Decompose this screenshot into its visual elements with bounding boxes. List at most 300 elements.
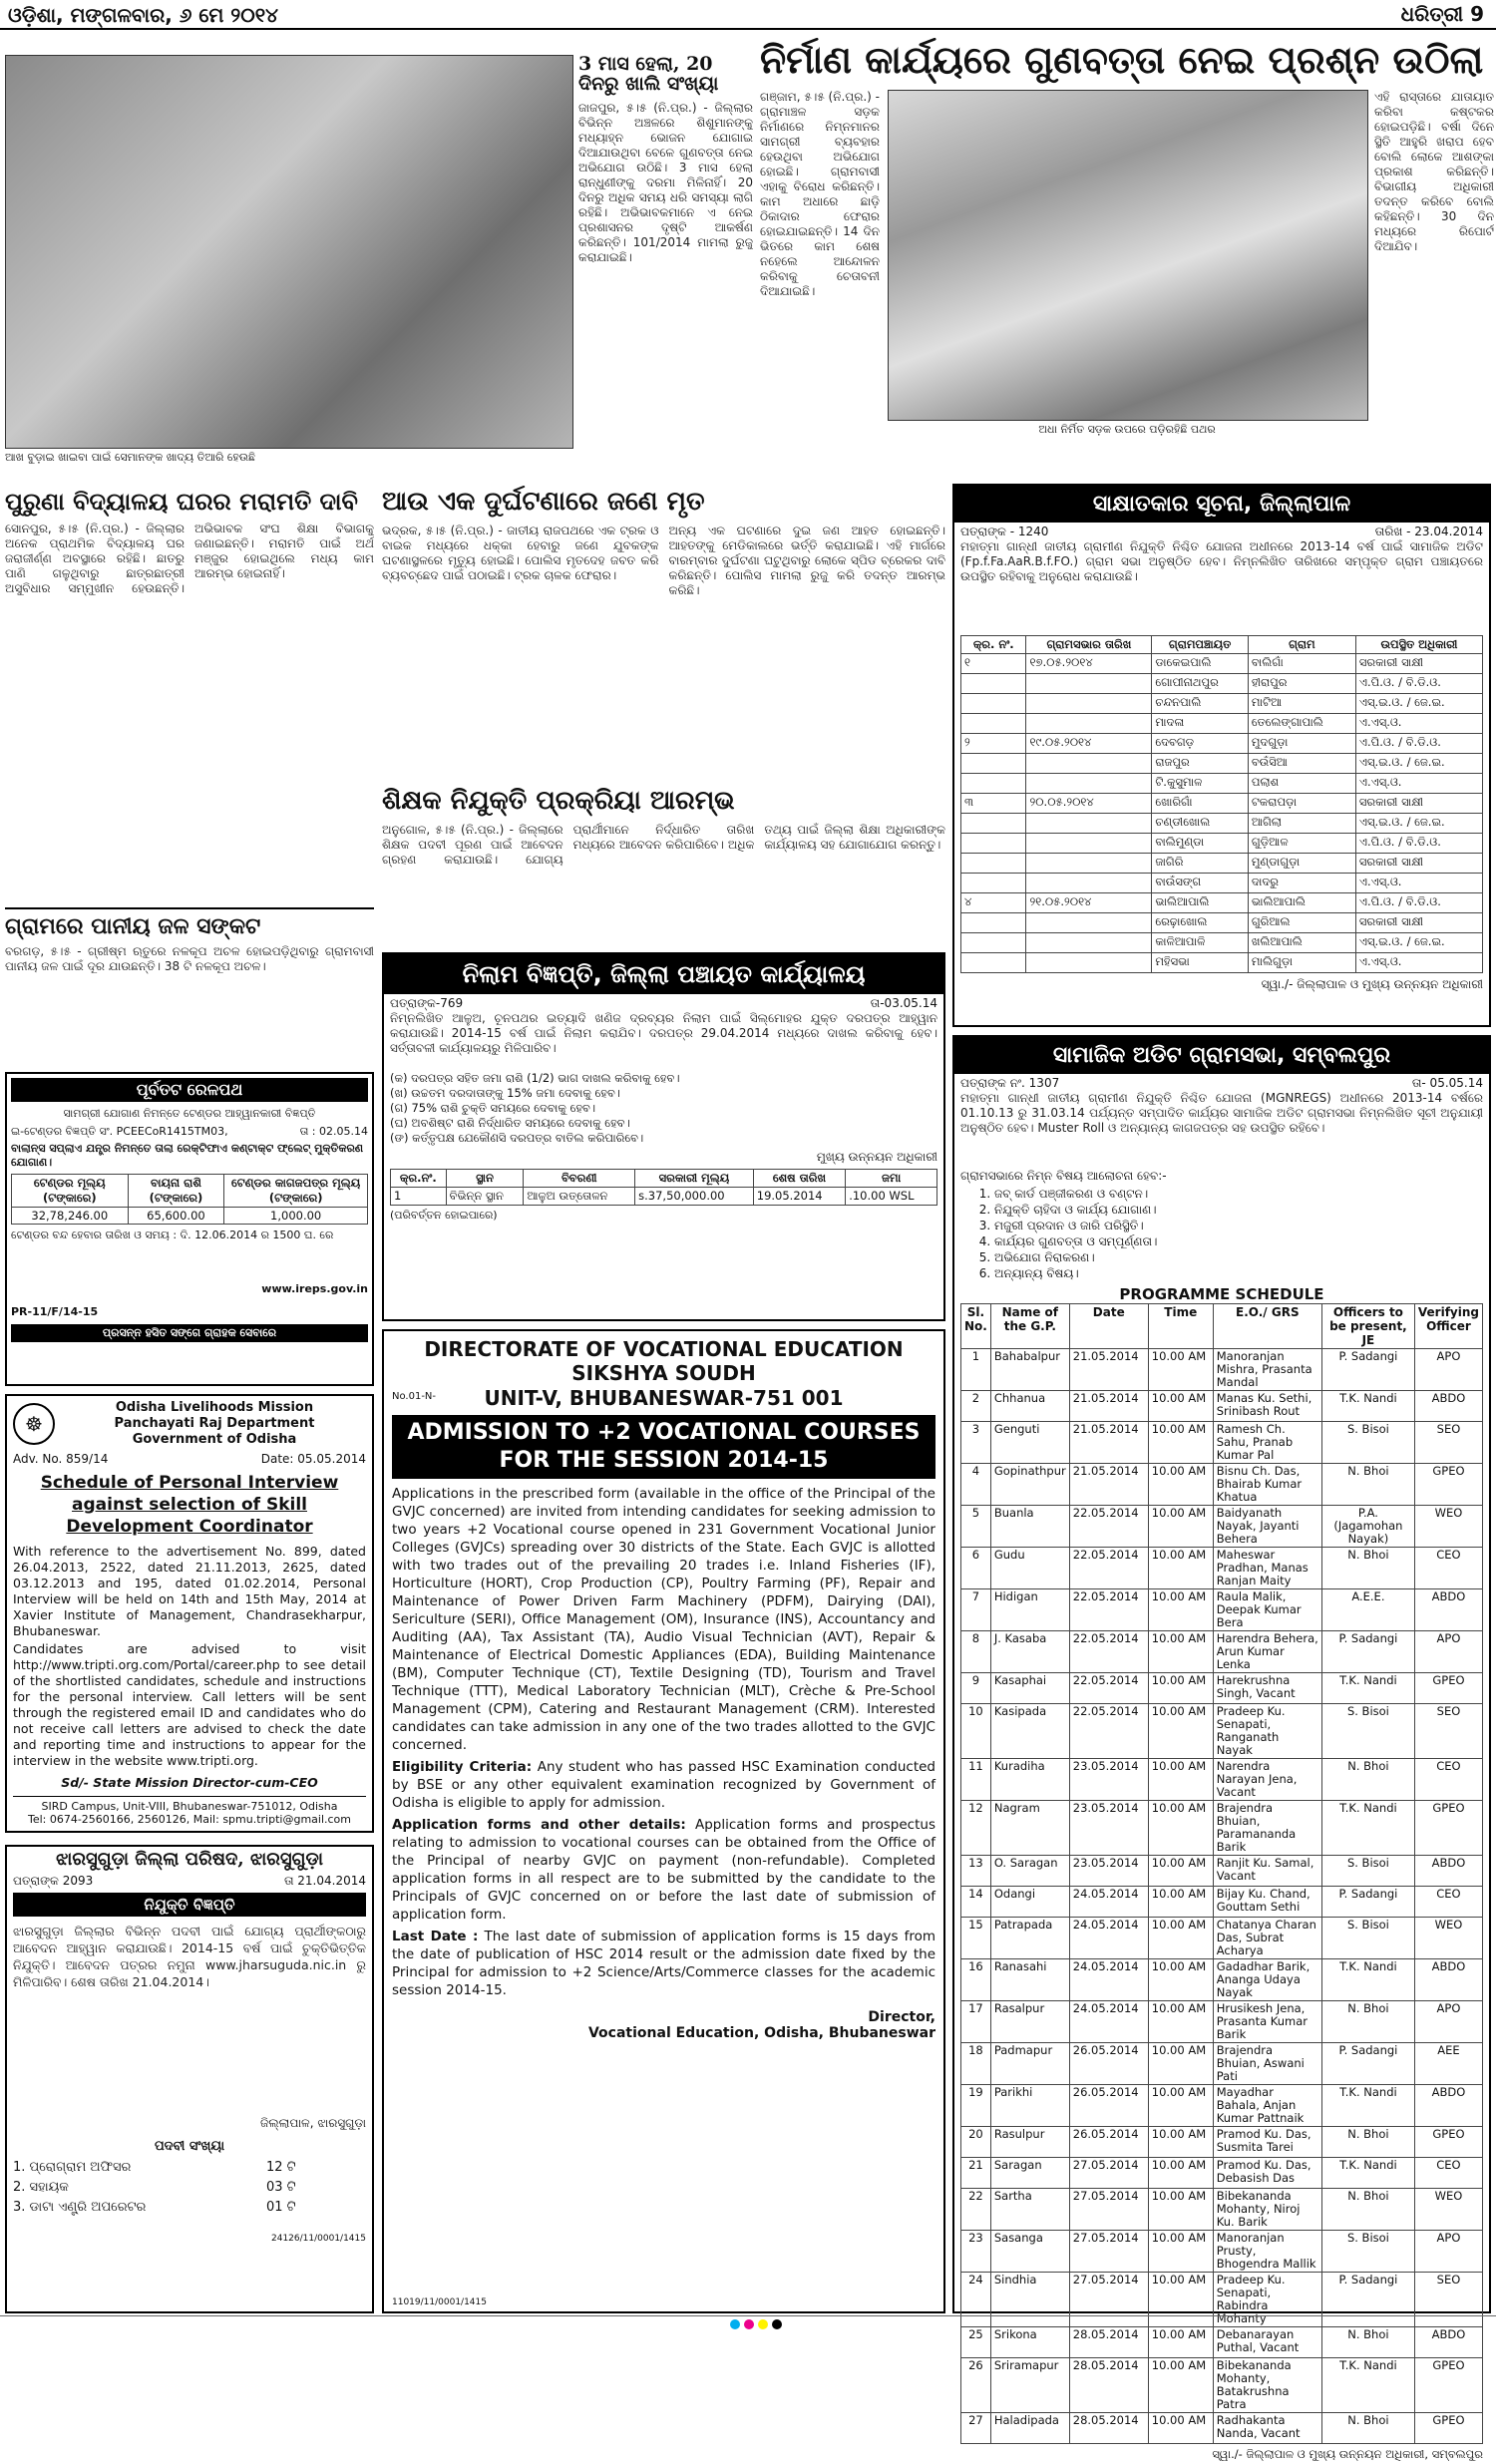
tender-th: ଜମା (846, 1170, 937, 1188)
table-cell: ୩ (961, 794, 1026, 814)
right-bottom-body: ମହାତ୍ମା ଗାନ୍ଧୀ ଜାତୀୟ ଗ୍ରାମୀଣ ନିଯୁକ୍ତି ନିଶ୍ଚିତ ଯୋଜନା (MGNREGS) ଅଧୀନରେ 2013-14 ବର୍ଷରେ 01.10.13 ରୁ 31.03.14 ପର୍ଯ୍ୟନ୍ତ ସମ୍ପାଦିତ କାର୍ଯ୍ୟର ସାମାଜିକ ଅଡିଟ ଗ୍ରାମସଭା ନିମ୍ନଲିଖିତ ସୂଚୀ ଅନୁଯାୟୀ ଅନୁଷ୍ଠିତ ହେବ। Muster Roll ଓ ଅନ୍ୟାନ୍ୟ କାଗଜପତ୍ର ସହ ଉପସ୍ଥିତ ରହିବେ। (960, 1091, 1483, 1135)
railway-website[interactable]: www.ireps.gov.in (261, 1282, 368, 1295)
table-cell: Harendra Behera, Arun Kumar Lenka (1213, 1631, 1321, 1673)
table-row (961, 2043, 1483, 2085)
table-cell: ଦେବଗଡ଼ (1152, 734, 1249, 754)
news-photo-cooking (5, 55, 573, 449)
table-cell: 10.00 AM (1148, 1506, 1213, 1548)
table-cell: Pradeep Ku. Senapati, Ranganath Nayak (1213, 1704, 1321, 1759)
table-row (961, 1673, 1483, 1704)
table-cell: Buanla (990, 1506, 1069, 1548)
story-small-body: ଜାଜପୁର, ୫।୫ (ନି.ପ୍ର.) - ଜିଲ୍ଲାର ବିଭିନ୍ନ ଅଞ୍ଚଳରେ ଶିଶୁମାନଙ୍କୁ ମଧ୍ୟାହ୍ନ ଭୋଜନ ଯୋଗାଇ ଦିଆଯାଉଥିବା ବେଳେ ଗୁଣବତ୍ତା ନେଇ ଅଭିଯୋଗ ଉଠିଛି। 3 ମାସ ହେଲା ରାନ୍ଧୁଣୀଙ୍କୁ ଦରମା ମିଳିନାହିଁ। 20 ଦିନରୁ ଅଧିକ ସମୟ ଧରି ସମସ୍ୟା ଲାଗି ରହିଛି। ଅଭିଭାବକମାନେ ଏ ନେଇ ପ୍ରଶାସନର ଦୃଷ୍ଟି ଆକର୍ଷଣ କରିଛନ୍ତି। 101/2014 ମାମଲା ରୁଜୁ କରାଯାଇଛି। (578, 100, 753, 264)
col2-story-body-left: ଭଦ୍ରକ, ୫।୫ (ନି.ପ୍ର.) - ଜାତୀୟ ରାଜପଥରେ ଏକ ଟ୍ରକ ଓ ବାଇକ ମଧ୍ୟରେ ଧକ୍କା ହେବାରୁ ଜଣେ ଯୁବକଙ୍କ ଘଟଣାସ୍ଥଳରେ ମୃତ୍ୟୁ ହୋଇଛି। ପୋଲିସ ମୃତଦେହ ଜବତ କରି ବ୍ୟବଚ୍ଛେଦ ପାଇଁ ପଠାଇଛି। ଟ୍ରକ ଚାଳକ ଫେରାର। (382, 524, 659, 583)
table-row (961, 1959, 1483, 2001)
table-cell: Bibekananda Mohanty, Niroj Ku. Barik (1213, 2189, 1321, 2231)
table-cell: P.A. (Jagamohan Nayak) (1321, 1506, 1414, 1548)
table-cell: ସରକାରୀ ସାକ୍ଷୀ (1355, 913, 1482, 933)
olm-org2: Panchayati Raj Department (114, 1416, 315, 1431)
table-row (961, 2413, 1483, 2444)
table-cell (1026, 674, 1152, 694)
table-cell: 21.05.2014 (1069, 1464, 1148, 1506)
table-cell: ପଲାଶ (1248, 774, 1355, 794)
table-row (961, 1704, 1483, 1759)
story-small-headline: 3 ମାସ ହେଲା, 20 ଦିନରୁ ଖାଲି ସଂଖ୍ୟା (578, 53, 719, 95)
table-row (961, 1349, 1483, 1391)
table-cell: GPEO (1414, 2413, 1482, 2444)
table-cell: ABDO (1414, 1856, 1482, 1887)
table-cell (1026, 854, 1152, 874)
right-bottom-sign: ସ୍ୱା./- ଜିଲ୍ଲାପାଳ ଓ ମୁଖ୍ୟ ଉନ୍ନୟନ ଅଧିକାରୀ, ସମ୍ବଲପୁର (1212, 2447, 1483, 2461)
table-row (961, 774, 1483, 794)
table-cell: WEO (1414, 1918, 1482, 1959)
table-cell: APO (1414, 1631, 1482, 1673)
table-cell: ABDO (1414, 2085, 1482, 2127)
right-top-body: ମହାତ୍ମା ଗାନ୍ଧୀ ଜାତୀୟ ଗ୍ରାମୀଣ ନିଯୁକ୍ତି ନିଶ୍ଚିତ ଯୋଜନା ଅଧୀନରେ 2013-14 ବର୍ଷ ପାଇଁ ସାମାଜିକ ଅଡିଟ (Fp.f.Fa.AaR.B.f.FO.) ଗ୍ରାମ ସଭା ଅନୁଷ୍ଠିତ ହେବ। ନିମ୍ନଲିଖିତ ତାରିଖରେ ସମ୍ପୃକ୍ତ ଗ୍ରାମ ପଞ୍ଚାୟତରେ ଉପସ୍ଥିତ ରହିବାକୁ ଅନୁରୋଧ କରାଯାଉଛି। (960, 539, 1483, 583)
tender-sign: ମୁଖ୍ୟ ଉନ୍ନୟନ ଅଧିକାରୀ (816, 1150, 937, 1164)
railway-td-1: 65,600.00 (128, 1208, 224, 1225)
table-cell: Ranasahi (990, 1959, 1069, 2001)
table-cell: ୧୭.୦୫.୨୦୧୪ (1026, 654, 1152, 674)
table-cell: ୨୧.୦୫.୨୦୧୪ (1026, 893, 1152, 913)
table-cell: 27 (961, 2413, 991, 2444)
table-cell: ରେଢ଼ାଖୋଲ (1152, 913, 1249, 933)
rt-th: ଗ୍ରାମ (1248, 636, 1355, 654)
table-cell: Brajendra Bhuian, Aswani Pati (1213, 2043, 1321, 2085)
table-cell (1026, 694, 1152, 714)
dve-line2: SIKSHYA SOUDH (571, 1361, 756, 1385)
table-cell: CEO (1414, 2158, 1482, 2189)
right-top-table (960, 635, 1483, 973)
table-cell: T.K. Nandi (1321, 1673, 1414, 1704)
table-cell: ବାଉଁସଙ୍ଗ (1152, 874, 1249, 893)
table-cell: 19 (961, 2085, 991, 2127)
table-cell: 18 (961, 2043, 991, 2085)
table-cell: 10.00 AM (1148, 1918, 1213, 1959)
table-cell: 10.00 AM (1148, 2273, 1213, 2327)
list-item: 3. ଡାଟା ଏଣ୍ଟ୍ରି ଅପରେଟର 01 ଟି (13, 2199, 296, 2215)
table-row (961, 1918, 1483, 1959)
table-cell: 2 (961, 1391, 991, 1422)
table-cell: ଏ.ଏସ୍.ଓ. (1355, 953, 1482, 973)
table-cell: GPEO (1414, 1673, 1482, 1704)
table-cell: 10.00 AM (1148, 1959, 1213, 2001)
table-cell: Bijay Ku. Chand, Gouttam Sethi (1213, 1887, 1321, 1918)
table-cell: ହୀରାପୁର (1248, 674, 1355, 694)
magenta-swatch (744, 2319, 754, 2329)
black-swatch (772, 2319, 782, 2329)
table-cell (961, 814, 1026, 834)
table-cell: 22.05.2014 (1069, 1704, 1148, 1759)
table-cell: ଆଗିଲା (1248, 814, 1355, 834)
table-cell: 3 (961, 1422, 991, 1464)
table-cell: 10.00 AM (1148, 1589, 1213, 1631)
table-cell: N. Bhoi (1321, 2001, 1414, 2043)
schedule-table (960, 1303, 1483, 2444)
table-row (961, 2189, 1483, 2231)
table-cell: 10.00 AM (1148, 1631, 1213, 1673)
table-cell (961, 674, 1026, 694)
tender-condition: (ଗ) 75% ରାଶି ଚୁକ୍ତି ସମୟରେ ଦେବାକୁ ହେବ। (390, 1101, 596, 1115)
table-cell: Sriramapur (990, 2358, 1069, 2413)
table-cell: 23.05.2014 (1069, 1856, 1148, 1887)
tender-condition: (ଖ) ଉଚ୍ଚତମ ଦରଦାତାଙ୍କୁ 15% ଜମା ଦେବାକୁ ହେବ। (390, 1086, 620, 1100)
tender-th: ଶେଷ ତାରିଖ (753, 1170, 845, 1188)
table-cell: Hrusikesh Jena, Prasanta Kumar Barik (1213, 2001, 1321, 2043)
table-cell: APO (1414, 1349, 1482, 1391)
tender-date: ତା-03.05.14 (870, 996, 937, 1010)
table-cell: ଟି.କୁସୁମାଳ (1152, 774, 1249, 794)
table-row (961, 1631, 1483, 1673)
table-cell: 24.05.2014 (1069, 1887, 1148, 1918)
table-cell: 7 (961, 1589, 991, 1631)
table-cell: ଭାଲିଆପାଲି (1152, 893, 1249, 913)
table-cell: T.K. Nandi (1321, 1959, 1414, 2001)
olm-date: Date: 05.05.2014 (260, 1452, 366, 1466)
table-cell: Pramod Ku. Das, Debasish Das (1213, 2158, 1321, 2189)
table-row (961, 874, 1483, 893)
table-cell: 10.00 AM (1148, 1422, 1213, 1464)
table-cell: CEO (1414, 1759, 1482, 1801)
table-cell: 22 (961, 2189, 991, 2231)
table-cell: 10.00 AM (1148, 1887, 1213, 1918)
olm-org3: Government of Odisha (132, 1432, 297, 1447)
table-row (961, 1391, 1483, 1422)
table-cell: T.K. Nandi (1321, 2158, 1414, 2189)
table-cell: 1 (961, 1349, 991, 1391)
railway-ad (5, 1072, 374, 1386)
table-cell (961, 754, 1026, 774)
table-cell: 10.00 AM (1148, 1759, 1213, 1801)
table-cell: ମାଦଳା (1152, 714, 1249, 734)
table-cell: 11 (961, 1759, 991, 1801)
table-cell: 10.00 AM (1148, 2158, 1213, 2189)
table-cell: ଭାଲିଆପାଲି (1248, 893, 1355, 913)
table-row (961, 834, 1483, 854)
table-cell: କାଳିଆପାଳି (1152, 933, 1249, 953)
list-item: 5. ଅଭିଯୋଗ ନିରାକରଣ। (994, 1249, 1483, 1265)
table-cell: Gadadhar Barik, Ananga Udaya Nayak (1213, 1959, 1321, 2001)
table-cell: ଏସ୍.ଇ.ଓ. / ଜେ.ଇ. (1355, 754, 1482, 774)
story-main-headline: ନିର୍ମାଣ କାର୍ଯ୍ୟରେ ଗୁଣବତ୍ତା ନେଇ ପ୍ରଶ୍ନ ଉଠିଲା (760, 37, 1484, 82)
table-row (961, 2231, 1483, 2273)
dve-last-label: Last Date : (392, 1929, 479, 1944)
table-cell: Debanarayan Puthal, Vacant (1213, 2327, 1321, 2358)
list-item: 1. ଜବ୍ କାର୍ଡ ପଞ୍ଜୀକରଣ ଓ ବଣ୍ଟନ। (994, 1186, 1483, 1202)
right-bottom-date: ତା- 05.05.14 (1411, 1076, 1483, 1090)
railway-td-2: 1,000.00 (224, 1208, 368, 1225)
olm-org1: Odisha Livelihoods Mission (115, 1400, 314, 1415)
table-cell: J. Kasaba (990, 1631, 1069, 1673)
dve-elig-label: Eligibility Criteria: (392, 1759, 533, 1775)
railway-td-0: 32,78,246.00 (12, 1208, 129, 1225)
list-item: 2. ନିଯୁକ୍ତି ଚାହିଦା ଓ କାର୍ଯ୍ୟ ଯୋଗାଣ। (994, 1202, 1483, 1218)
table-cell: Parikhi (990, 2085, 1069, 2127)
table-cell: ABDO (1414, 1959, 1482, 2001)
table-cell: Kasipada (990, 1704, 1069, 1759)
table-row (961, 1856, 1483, 1887)
table-cell: 5 (961, 1506, 991, 1548)
jharsuguda-title: ଝାରସୁଗୁଡ଼ା ଜିଲ୍ଲା ପରିଷଦ, ଝାରସୁଗୁଡ଼ା (56, 1849, 323, 1870)
table-cell: WEO (1414, 2189, 1482, 2231)
table-cell: 24.05.2014 (1069, 1959, 1148, 2001)
table-cell: N. Bhoi (1321, 1759, 1414, 1801)
table-cell: T.K. Nandi (1321, 2358, 1414, 2413)
table-cell: Ramesh Ch. Sahu, Pranab Kumar Pal (1213, 1422, 1321, 1464)
table-cell: ସରକାରୀ ସାକ୍ଷୀ (1355, 794, 1482, 814)
table-cell: Hidigan (990, 1589, 1069, 1631)
olm-title: Schedule of Personal Interview against selection of Skill Development Coordinator (40, 1473, 339, 1537)
right-top-title: ସାକ୍ଷାତକାର ସୂଚନା, ଜିଲ୍ଲାପାଳ (954, 486, 1489, 523)
jharsuguda-list-title: ପଦବୀ ସଂଖ୍ୟା (154, 2138, 225, 2154)
col1-story (5, 489, 374, 907)
table-cell (961, 933, 1026, 953)
table-cell: O. Saragan (990, 1856, 1069, 1887)
right-bottom-list-intro: ଗ୍ରାମସଭାରେ ନିମ୍ନ ବିଷୟ ଆଲୋଚନା ହେବ:- (960, 1169, 1167, 1183)
table-cell (961, 953, 1026, 973)
sched-th: Sl. No. (961, 1304, 991, 1349)
table-cell: P. Sadangi (1321, 2043, 1414, 2085)
tender-th: ସରକାରୀ ମୂଲ୍ୟ (635, 1170, 754, 1188)
table-cell: 10.00 AM (1148, 1856, 1213, 1887)
table-row (961, 1422, 1483, 1464)
table-cell: ABDO (1414, 1391, 1482, 1422)
table-cell: Rasalpur (990, 2001, 1069, 2043)
railway-th-2: ଟେଣ୍ଡର କାଗଜପତ୍ର ମୂଲ୍ୟ (ଟଙ୍କାରେ) (224, 1175, 368, 1208)
table-cell: CEO (1414, 1548, 1482, 1589)
railway-line1: ସାମଗ୍ରୀ ଯୋଗାଣ ନିମନ୍ତେ ଟେଣ୍ଡର ଆହ୍ୱାନକାରୀ ବିଜ୍ଞପ୍ତି (63, 1107, 316, 1120)
table-cell: ଟକରାପଡ଼ା (1248, 794, 1355, 814)
table-cell: Manoranjan Prusty, Bhogendra Mallik (1213, 2231, 1321, 2273)
table-cell (1026, 933, 1152, 953)
right-top-ref: ପତ୍ରାଙ୍କ - 1240 (960, 525, 1049, 538)
table-cell: 22.05.2014 (1069, 1506, 1148, 1548)
olm-adv: Adv. No. 859/14 (13, 1452, 109, 1466)
road-photo-caption: ଅଧା ନିର୍ମିତ ସଡ଼କ ଉପରେ ପଡ଼ିରହିଛି ପଥର (1038, 423, 1216, 436)
table-row (961, 854, 1483, 874)
table-cell: Rasulpur (990, 2127, 1069, 2158)
table-cell: Pradeep Ku. Senapati, Rabindra Mohanty (1213, 2273, 1321, 2327)
table-row (961, 893, 1483, 913)
table-cell: ଏ.ପି.ଓ. / ବି.ଡି.ଓ. (1355, 734, 1482, 754)
table-cell: ଏସ୍.ଇ.ଓ. / ଜେ.ଇ. (1355, 694, 1482, 714)
story-small (578, 55, 753, 474)
table-cell (961, 834, 1026, 854)
table-row (961, 1887, 1483, 1918)
olm-addr1: SIRD Campus, Unit-VIII, Bhubaneswar-751012, Odisha (13, 1796, 366, 1813)
table-cell: Mayadhar Bahala, Anjan Kumar Pattnaik (1213, 2085, 1321, 2127)
table-cell: Bahabalpur (990, 1349, 1069, 1391)
table-cell: ୧ (961, 654, 1026, 674)
cyan-swatch (730, 2319, 740, 2329)
railway-table (11, 1174, 368, 1225)
tender-condition: (ଘ) ଅବଶିଷ୍ଟ ରାଶି ନିର୍ଦ୍ଧାରିତ ସମୟରେ ଦେବାକୁ ହେବ। (390, 1116, 630, 1130)
table-cell: T.K. Nandi (1321, 2085, 1414, 2127)
col1-story2-headline: ଗ୍ରାମରେ ପାନୀୟ ଜଳ ସଙ୍କଟ (5, 913, 261, 939)
table-cell (1026, 814, 1152, 834)
table-cell: 10.00 AM (1148, 2085, 1213, 2127)
table-cell: ବାଲିଗାଁ (1248, 654, 1355, 674)
list-item: 1. ପ୍ରୋଗ୍ରାମ ଅଫିସର 12 ଟି (13, 2159, 296, 2175)
rt-th: ଗ୍ରାମପଞ୍ଚାୟତ (1152, 636, 1249, 654)
table-cell: ଏ.ପି.ଓ. / ବି.ଡି.ଓ. (1355, 834, 1482, 854)
table-cell: 24 (961, 2273, 991, 2327)
table-row (961, 2358, 1483, 2413)
dve-no: No.01-N- (392, 1391, 437, 1402)
table-cell: ABDO (1414, 1589, 1482, 1631)
table-row (961, 814, 1483, 834)
railway-close: ଟେଣ୍ଡର ବନ୍ଦ ହେବାର ତାରିଖ ଓ ସମୟ : ଦି. 12.06.2014 ର 1500 ଘ. ରେ (11, 1229, 334, 1241)
table-cell: 27.05.2014 (1069, 2273, 1148, 2327)
sched-th: Verifying Officer (1414, 1304, 1482, 1349)
table-cell: SEO (1414, 2273, 1482, 2327)
table-cell: ଦାଦରୁ (1248, 874, 1355, 893)
table-cell (1026, 913, 1152, 933)
table-row (961, 2127, 1483, 2158)
dve-banner: ADMISSION TO +2 VOCATIONAL COURSES FOR THE SESSION 2014-15 (392, 1415, 935, 1479)
table-cell: S. Bisoi (1321, 1856, 1414, 1887)
table-row (961, 694, 1483, 714)
table-cell: Chhanua (990, 1391, 1069, 1422)
table-cell: Gudu (990, 1548, 1069, 1589)
table-cell: 12 (961, 1801, 991, 1856)
table-cell: 24.05.2014 (1069, 2001, 1148, 2043)
rt-th: ଉପସ୍ଥିତ ଅଧିକାରୀ (1355, 636, 1482, 654)
table-cell: ଏ.ପି.ଓ. / ବି.ଡି.ଓ. (1355, 674, 1482, 694)
tender-body: ନିମ୍ନଲିଖିତ ଆଳୁଅ, ଚୂନପଥର ଇତ୍ୟାଦି ଖଣିଜ ଦ୍ରବ୍ୟର ନିଲାମ ପାଇଁ ସିଲ୍‌ମୋହର ଯୁକ୍ତ ଦରପତ୍ର ଆହ୍ୱାନ କରାଯାଉଛି। 2014-15 ବର୍ଷ ପାଇଁ ନିଲାମ କରାଯିବ। ଦରପତ୍ର 29.04.2014 ମଧ୍ୟରେ ଦାଖଲ କରିବାକୁ ହେବ। ସର୍ତ୍ତାବଳୀ କାର୍ଯ୍ୟାଳୟରୁ ମିଳିପାରିବ। (390, 1011, 937, 1055)
table-cell: ୨ (961, 734, 1026, 754)
table-cell: N. Bhoi (1321, 2127, 1414, 2158)
table-cell: 10.00 AM (1148, 1704, 1213, 1759)
table-cell: P. Sadangi (1321, 1631, 1414, 1673)
table-cell: 8 (961, 1631, 991, 1673)
dve-code: 11019/11/0001/1415 (392, 2297, 487, 2307)
table-cell: ଚନ୍ଦନପାଲି (1152, 694, 1249, 714)
table-row (961, 1548, 1483, 1589)
right-top-ad (952, 484, 1491, 1027)
table-cell: 10.00 AM (1148, 2413, 1213, 2444)
olm-body2: Candidates are advised to visit http://www.tripti.org.com/Portal/career.php to see detail of the shortlisted candidates, schedule and instructions for the personal interview. Call letters will be sent through the registered email ID and candidates who do not receive call letters are advised to check the date and reporting time and instructions to appear for the interview in the website www.tripti.org. (13, 1641, 366, 1768)
railway-th-0: ଟେଣ୍ଡର ମୂଲ୍ୟ (ଟଙ୍କାରେ) (12, 1175, 129, 1208)
table-cell (961, 774, 1026, 794)
table-cell: ତେଲେଙ୍ଗାପାଲି (1248, 714, 1355, 734)
table-cell: 10.00 AM (1148, 2358, 1213, 2413)
table-cell: P. Sadangi (1321, 1887, 1414, 1918)
table-cell: APO (1414, 2231, 1482, 2273)
table-cell: S. Bisoi (1321, 2231, 1414, 2273)
col2-story (382, 489, 945, 818)
table-cell: 21 (961, 2158, 991, 2189)
table-cell: 28.05.2014 (1069, 2413, 1148, 2444)
table-cell: 27.05.2014 (1069, 2158, 1148, 2189)
table-cell: Maheswar Pradhan, Manas Ranjan Maity (1213, 1548, 1321, 1589)
table-cell: ଜାଗିରି (1152, 854, 1249, 874)
table-row (961, 754, 1483, 774)
table-row (961, 1801, 1483, 1856)
table-cell: SEO (1414, 1704, 1482, 1759)
table-cell: Sartha (990, 2189, 1069, 2231)
table-cell: ଗୁଡ଼ିଆଳ (1248, 834, 1355, 854)
table-cell: Gopinathpur (990, 1464, 1069, 1506)
table-row (961, 933, 1483, 953)
table-cell: ୨୦.୦୫.୨୦୧୪ (1026, 794, 1152, 814)
story-main-body-right: ଏହି ରାସ୍ତାରେ ଯାତାୟାତ କରିବା କଷ୍ଟକର ହୋଇପଡ଼ିଛି। ବର୍ଷା ଦିନେ ସ୍ଥିତି ଆହୁରି ଖରାପ ହେବ ବୋଲି ଲୋକେ ଆଶଙ୍କା ପ୍ରକାଶ କରିଛନ୍ତି। ବିଭାଗୀୟ ଅଧିକାରୀ ତଦନ୍ତ କରିବେ ବୋଲି କହିଛନ୍ତି। 30 ଦିନ ମଧ୍ୟରେ ରିପୋର୍ଟ ଦିଆଯିବ। (1374, 90, 1494, 253)
table-cell (961, 714, 1026, 734)
tender-note: (ପରିବର୍ତ୍ତନ ହୋଇପାରେ) (390, 1209, 498, 1222)
table-cell: ମାଲିଗୁଡ଼ା (1248, 953, 1355, 973)
table-cell: S. Bisoi (1321, 1422, 1414, 1464)
right-top-footer: ସ୍ୱା./- ଜିଲ୍ଲାପାଳ ଓ ମୁଖ୍ୟ ଉନ୍ନୟନ ଅଧିକାରୀ (1261, 977, 1483, 991)
col1-story2 (5, 907, 374, 1067)
table-cell: 10.00 AM (1148, 2043, 1213, 2085)
table-cell: 27.05.2014 (1069, 2231, 1148, 2273)
table-cell: ABDO (1414, 2327, 1482, 2358)
tender-ad (382, 952, 945, 1321)
table-cell: Genguti (990, 1422, 1069, 1464)
list-item: 4. କାର୍ଯ୍ୟର ଗୁଣବତ୍ତା ଓ ସମ୍ପୂର୍ଣ୍ଣତା। (994, 1233, 1483, 1249)
table-row: 1 ବିଭିନ୍ନ ସ୍ଥାନ ଆଳୁଅ ଉତ୍ତୋଳନ s.37,50,000.00 19.05.2014 .10.00 WSL (391, 1188, 937, 1206)
table-cell: ରାଜପୁର (1152, 754, 1249, 774)
table-cell (1026, 714, 1152, 734)
table-cell: 21.05.2014 (1069, 1422, 1148, 1464)
table-cell (961, 913, 1026, 933)
table-cell: ବଉଁସିଆ (1248, 754, 1355, 774)
table-cell: 23.05.2014 (1069, 1759, 1148, 1801)
table-cell: 10.00 AM (1148, 2189, 1213, 2231)
table-cell: N. Bhoi (1321, 2327, 1414, 2358)
table-cell: Chatanya Charan Das, Subrat Acharya (1213, 1918, 1321, 1959)
table-cell: Raula Malik, Deepak Kumar Bera (1213, 1589, 1321, 1631)
jharsuguda-body: ଝାରସୁଗୁଡ଼ା ଜିଲ୍ଲାର ବିଭିନ୍ନ ପଦବୀ ପାଇଁ ଯୋଗ୍ୟ ପ୍ରାର୍ଥୀଙ୍କଠାରୁ ଆବେଦନ ଆହ୍ୱାନ କରାଯାଉଛି। 2014-15 ବର୍ଷ ପାଇଁ ଚୁକ୍ତିଭିତ୍ତିକ ନିଯୁକ୍ତି। ଆବେଦନ ପତ୍ରର ନମୁନା www.jharsuguda.nic.in ରୁ ମିଳିପାରିବ। ଶେଷ ତାରିଖ 21.04.2014। (13, 1923, 366, 1989)
table-cell: 16 (961, 1959, 991, 2001)
table-cell: Kasaphai (990, 1673, 1069, 1704)
dve-last: The last date of submission of application forms is 15 days from the date of publication of HSC 2014 result or the admission date fixed by the Principal for admission to +2 Science/Arts/Commerce classes for the academic session 2014-15. (392, 1929, 935, 1998)
dve-app: Application forms and prospectus relating to admission to vocational courses can be obtained from the Office of the Principal of nearby GVJC on payment (non-refundable). Completed application forms in all respect are to be submitted by the candidate to the Principals of GVJC concerned on or before the last date of submission of application form. (392, 1817, 935, 1923)
table-cell: 26 (961, 2358, 991, 2413)
table-cell (961, 854, 1026, 874)
table-cell: S. Bisoi (1321, 1704, 1414, 1759)
table-cell: 4 (961, 1464, 991, 1506)
table-cell: ଡାକେଇପାଲି (1152, 654, 1249, 674)
table-cell: N. Bhoi (1321, 1548, 1414, 1589)
table-cell: 21.05.2014 (1069, 1349, 1148, 1391)
olm-ad (5, 1394, 374, 1833)
table-cell: Manoranjan Mishra, Prasanta Mandal (1213, 1349, 1321, 1391)
table-cell: CEO (1414, 1887, 1482, 1918)
table-cell (961, 694, 1026, 714)
news-photo-road (888, 90, 1368, 421)
sched-th: Name of the G.P. (990, 1304, 1069, 1349)
table-cell: 22.05.2014 (1069, 1548, 1148, 1589)
railway-logo: ପୂର୍ବତଟ ରେଳପଥ (11, 1078, 368, 1102)
page-header (0, 0, 1496, 30)
dve-line1: DIRECTORATE OF VOCATIONAL EDUCATION (424, 1337, 904, 1361)
table-cell: 6 (961, 1548, 991, 1589)
table-cell: A.E.E. (1321, 1589, 1414, 1631)
table-cell: Nagram (990, 1801, 1069, 1856)
table-cell: T.K. Nandi (1321, 1391, 1414, 1422)
tender-condition: (ଙ) କର୍ତ୍ତୃପକ୍ଷ ଯେକୌଣସି ଦରପତ୍ର ବାତିଲ କରିପାରିବେ। (390, 1131, 644, 1145)
table-cell: 10.00 AM (1148, 2327, 1213, 2358)
tender-ref: ପତ୍ରାଙ୍କ-769 (390, 996, 464, 1010)
list-item: 2. ସହାୟକ 03 ଟି (13, 2179, 296, 2195)
table-cell: 10.00 AM (1148, 1801, 1213, 1856)
table-cell: P. Sadangi (1321, 1349, 1414, 1391)
table-cell: GPEO (1414, 2358, 1482, 2413)
table-cell: Srikona (990, 2327, 1069, 2358)
jharsuguda-sign: ଜିଲ୍ଲାପାଳ, ଝାରସୁଗୁଡ଼ା (259, 2115, 366, 2130)
col2-story-headline: ଆଉ ଏକ ଦୁର୍ଘଟଣାରେ ଜଣେ ମୃତ (382, 487, 705, 517)
table-cell: 13 (961, 1856, 991, 1887)
